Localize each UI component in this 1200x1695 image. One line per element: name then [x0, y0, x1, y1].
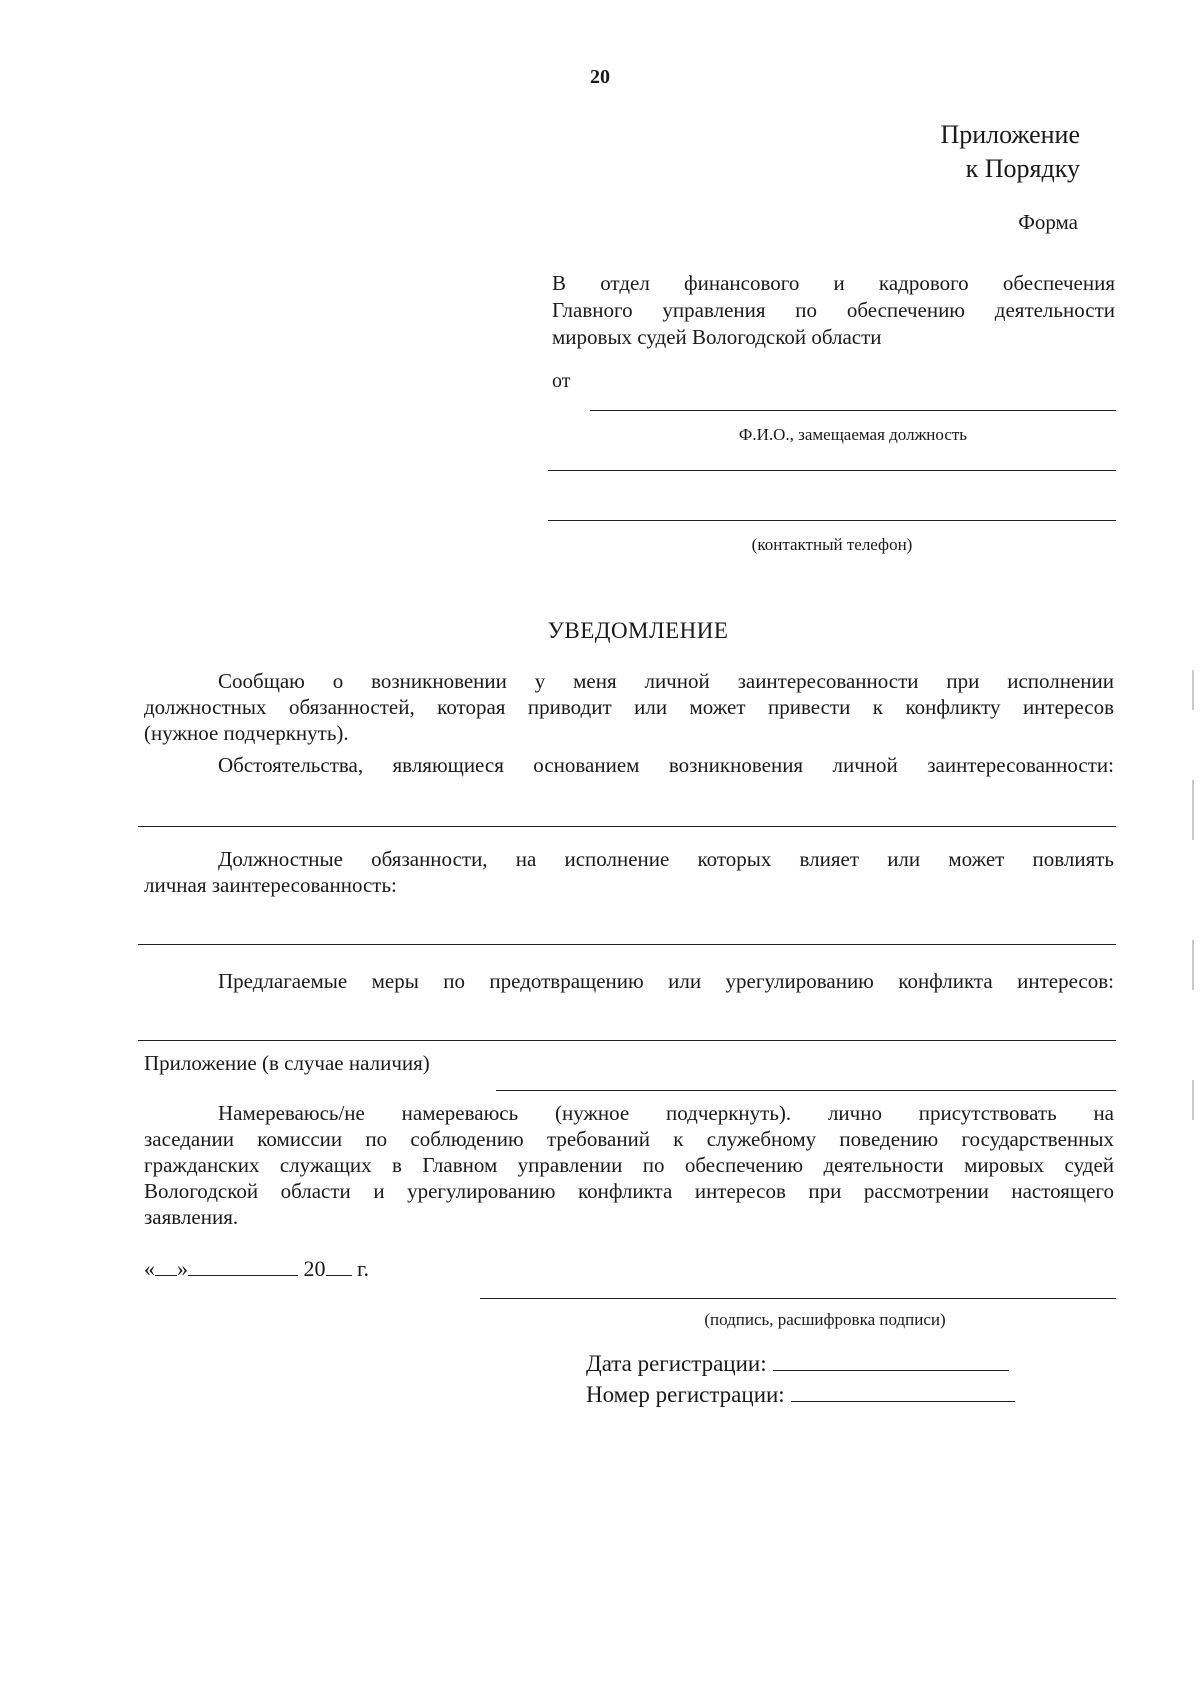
day-blank[interactable] [155, 1257, 177, 1276]
date-open-quote: « [144, 1256, 155, 1281]
phone-caption: (контактный телефон) [751, 535, 913, 554]
p5-line-3: гражданских служащих в Главном управлении по обеспечению деятельности мировых судей [144, 1153, 1114, 1177]
p1-line-2: должностных обязанностей, которая приводит или может привести к конфликту интересов [144, 695, 1114, 719]
paragraph-duties [144, 846, 1114, 898]
month-blank[interactable] [188, 1257, 298, 1276]
from-label: от [552, 370, 571, 392]
appendix-heading [940, 118, 1080, 186]
p1-line-1: Сообщаю о возникновении у меня личной заинтересованности при исполнении [218, 669, 1114, 693]
date-field [144, 1256, 369, 1282]
p5-line-1: Намереваюсь/не намереваюсь (нужное подчеркнуть). лично присутствовать на [218, 1101, 1114, 1125]
form-label: Форма [1018, 210, 1078, 234]
phone-input-line[interactable] [548, 520, 1116, 521]
p2-line: Обстоятельства, являющиеся основанием возникновения личной заинтересованности: [218, 753, 1114, 777]
p1-line-3: (нужное подчеркнуть). [144, 721, 349, 745]
fio-input-line[interactable] [590, 410, 1116, 411]
p5-line-5: заявления. [144, 1205, 239, 1229]
paragraph-circumstances [144, 752, 1114, 778]
circumstances-input-line[interactable] [138, 826, 1116, 827]
year-prefix: 20 [303, 1256, 326, 1281]
addressee-line-3: мировых судей Вологодской области [552, 325, 882, 349]
paragraph-notice [144, 668, 1114, 746]
date-close-quote: » [177, 1256, 188, 1281]
registration-number-blank[interactable] [791, 1381, 1015, 1402]
registration-date-label: Дата регистрации: [586, 1351, 767, 1376]
scan-edge-mark [1192, 1080, 1194, 1120]
page-number: 20 [590, 66, 610, 88]
registration-date [586, 1350, 1009, 1377]
p4-line: Предлагаемые меры по предотвращению или урегулированию конфликта интересов: [218, 969, 1114, 993]
position-input-line[interactable] [548, 470, 1116, 471]
registration-number-label: Номер регистрации: [586, 1382, 785, 1407]
p3-line-1: Должностные обязанности, на исполнение которых влияет или может повлиять [218, 847, 1114, 871]
scan-edge-mark [1192, 670, 1194, 710]
paragraph-attendance [144, 1100, 1114, 1230]
year-suffix: г. [357, 1256, 370, 1281]
scan-edge-mark [1192, 940, 1194, 990]
paragraph-measures [144, 968, 1114, 994]
appendix-line-1: Приложение [940, 120, 1080, 149]
document-title: УВЕДОМЛЕНИЕ [547, 618, 729, 643]
signature-input-line[interactable] [480, 1298, 1116, 1299]
duties-input-line[interactable] [138, 944, 1116, 945]
p5-line-4: Вологодской области и урегулированию конфликта интересов при рассмотрении настоящего [144, 1179, 1114, 1203]
measures-input-line[interactable] [138, 1040, 1116, 1041]
registration-number [586, 1381, 1015, 1408]
p5-line-2: заседании комиссии по соблюдению требований к служебному поведению государственных [144, 1127, 1114, 1151]
addressee-line-2: Главного управления по обеспечению деятельности [552, 298, 1115, 322]
appendix-line-2: к Порядку [965, 154, 1080, 183]
addressee-block [552, 270, 1115, 351]
addressee-line-1: В отдел финансового и кадрового обеспечения [552, 271, 1115, 295]
attachment-input-line[interactable] [496, 1090, 1116, 1091]
signature-caption: (подпись, расшифровка подписи) [704, 1310, 946, 1329]
attachment-label: Приложение (в случае наличия) [144, 1051, 430, 1075]
p3-line-2: личная заинтересованность: [144, 873, 397, 897]
year-blank[interactable] [326, 1257, 352, 1276]
registration-date-blank[interactable] [773, 1350, 1009, 1371]
scan-edge-mark [1192, 780, 1194, 840]
fio-caption: Ф.И.О., замещаемая должность [738, 425, 968, 444]
